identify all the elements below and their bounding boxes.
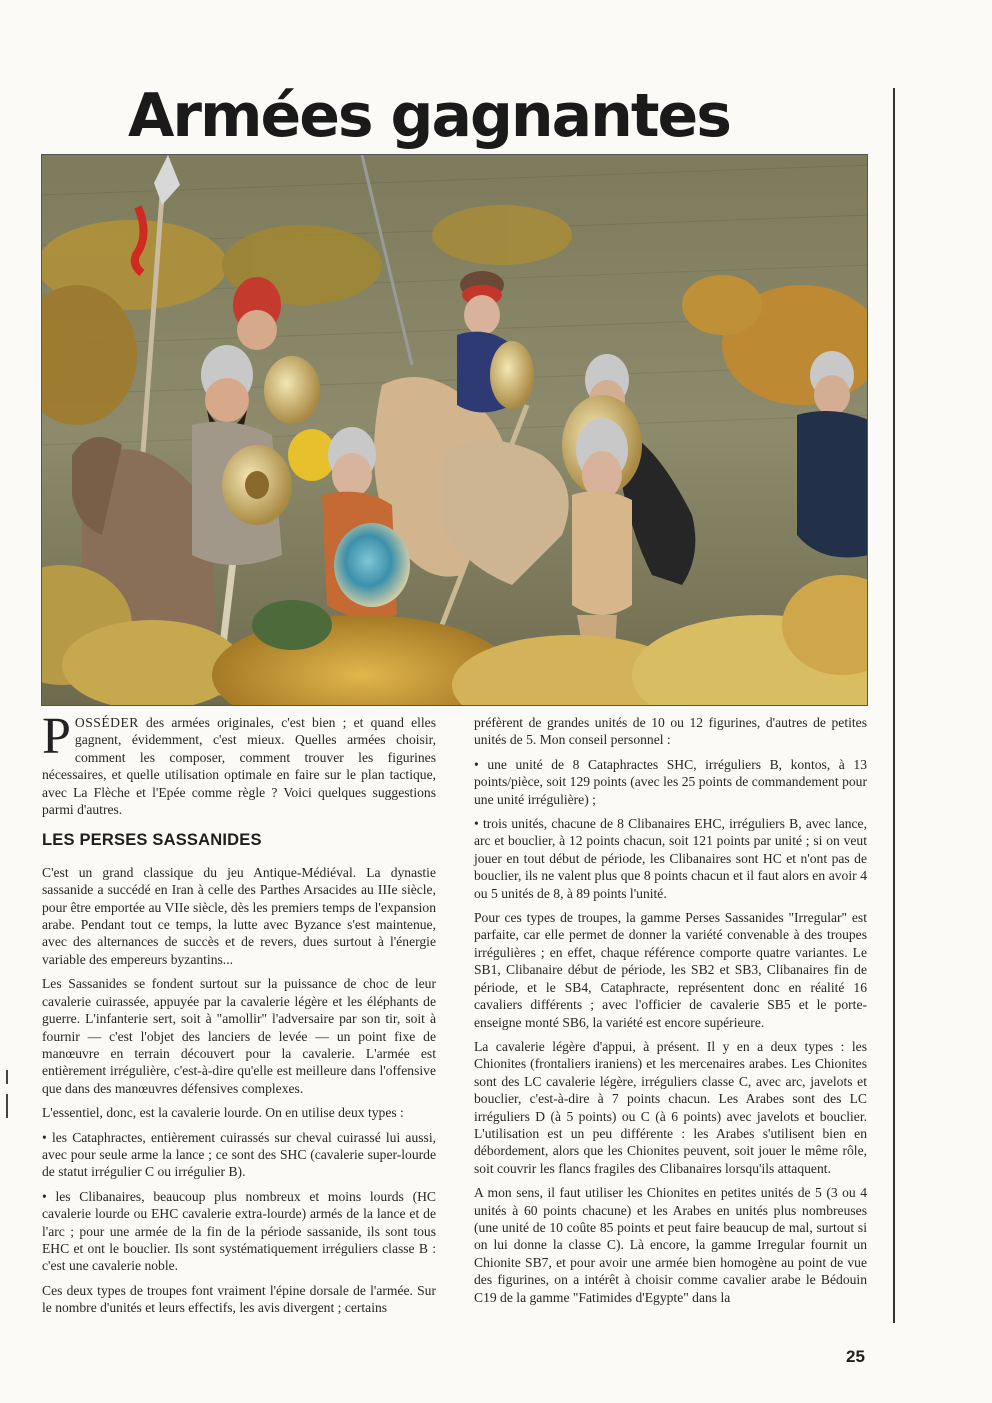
page-number: 25 — [846, 1347, 865, 1366]
intro-paragraph — [42, 708, 436, 818]
dropcap: P — [42, 708, 71, 765]
section-heading: LES PERSES SASSANIDES — [42, 831, 262, 850]
paragraph: La cavalerie légère d'appui, à présent. Il y en a deux types : les Chionites (frontaliers iraniens) et les mercenaires arabes. Les Chionites sont des LC cavalerie légère, irréguliers classe C, avec arc, javelots et bouclier, c'est-à-dire à 7 points chacun. Les Arabes sont des LC irréguliers D (à 5 points) ou C (à 6 points) avec javelots et bouclier. L'utilisation est un peu différente : les Arabes s'utilisent bien en débordement, alors que les Chionites peuvent, soit jouer le même rôle, soit couvrir les flancs fragiles des Clibanaires lorsqu'ils attaquent. — [474, 1038, 867, 1176]
text-column-right — [474, 714, 867, 1313]
intro-lead: OSSÉDER — [74, 715, 139, 730]
page-title: Armées gagnantes — [128, 81, 730, 151]
margin-marks — [6, 1070, 9, 1130]
right-rule — [893, 88, 895, 1323]
paragraph: L'essentiel, donc, est la cavalerie lourde. On en utilise deux types : — [42, 1105, 404, 1121]
bullet-item: • une unité de 8 Cataphractes SHC, irréguliers B, kontos, à 13 points/pièce, soit 129 points (avec les 25 points de commandement pour une unité irrégulière) ; — [474, 756, 867, 808]
paragraph: Pour ces types de troupes, la gamme Perses Sassanides "Irregular" est parfaite, car elle permet de donner la variété convenable à des troupes irrégulières ; en effet, chaque référence comporte quatre variantes. Le SB1, Clibanaire début de période, les SB2 et SB3, Clibanaires fin de période, et le SB4, Cataphracte, représentent donc en réalité 16 cavaliers différents ; avec l'officier de cavalerie SB5 et le porte-enseigne monté SB6, la variété est encore supérieure. — [474, 910, 867, 1030]
paragraph: Les Sassanides se fondent surtout sur la puissance de choc de leur cavalerie cuirassée, appuyée par la cavalerie légère et les éléphants de guerre. L'infanterie sert, soit à "amollir" l'adversaire par son tir, soit à fournir — c'est l'objet des lanciers de levée — un point fixe de manœuvre en terrain découvert pour la cavalerie. L'armée est entièrement irrégulière, c'est-à-dire qu'elle est meilleure dans l'offensive que dans des manœuvres défensives complexes. — [42, 976, 436, 1096]
paragraph: préfèrent de grandes unités de 10 ou 12 figurines, d'autres de petites unités de 5. Mon conseil personnel : — [474, 715, 867, 748]
text-column-left — [42, 708, 436, 1324]
paragraph: A mon sens, il faut utiliser les Chionites en petites unités de 5 (3 ou 4 unités à 60 points chacune) et les Arabes en unités plus nombreuses (une unité de 10 coûte 85 points et peut faire beaucup de mal, surtout si on lui donne la classe C). Là encore, la gamme Irregular fournit un Chionite SB7, et pour avoir une armée bien homogène au point de vue des figurines, on a intérêt à choisir comme cavalier arabe le Bédouin C19 de la gamme "Fatimides d'Egypte" dans la — [474, 1185, 867, 1305]
miniature-soldiers-photo — [41, 154, 868, 706]
bullet-item: • les Clibanaires, beaucoup plus nombreux et moins lourds (HC cavalerie lourde ou EHC cavalerie extra-lourde) armés de la lance et de l'arc ; pour une armée de la fin de la période sassanide, ils sont tous EHC et ont le bouclier. Ils sont systématiquement irréguliers classe B : c'est une cavalerie noble. — [42, 1188, 436, 1275]
intro-text: des armées originales, c'est bien ; et quand elles gagnent, évidemment, c'est mieux. Quelles armées choisir, comment les composer, comment trouver les figurines nécessaires, et quelle utilisation optimale en faire sur le plan tactique, avec La Flèche et l'Epée comme règle ? Voici quelques suggestions parmi d'autres. — [42, 715, 436, 818]
bullet-item: • trois unités, chacune de 8 Clibanaires EHC, irréguliers B, avec lance, arc et bouclier, à 12 points chacun, soit 121 points par unité ; si on veut jouer en tout début de période, les Clibanaires sont HC et n'ont pas de bouclier, ils ne valent plus que 8 points chacun et il faut alors en avoir 4 ou 5 unités de 8, à 89 points l'unité. — [474, 815, 867, 902]
bullet-item: • les Cataphractes, entièrement cuirassés sur cheval cuirassé lui aussi, avec pour seule arme la lance ; ce sont des SHC (cavalerie super-lourde de statut irrégulier C ou irrégulier B). — [42, 1129, 436, 1181]
paragraph: Ces deux types de troupes font vraiment l'épine dorsale de l'armée. Sur le nombre d'unités et leurs effectifs, les avis divergent ; certains — [42, 1282, 436, 1316]
paragraph: C'est un grand classique du jeu Antique-Médiéval. La dynastie sassanide a succédé en Iran à celle des Parthes Arsacides au IIIe siècle, pour être emportée au VIIe siècle, dès les premiers temps de l'expansion arabe. Pendant tout ce temps, la lutte avec Byzance s'est maintenue, avec des alternances de succès et de revers, dues surtout à l'énergie variable des empereurs byzantins... — [42, 864, 436, 967]
